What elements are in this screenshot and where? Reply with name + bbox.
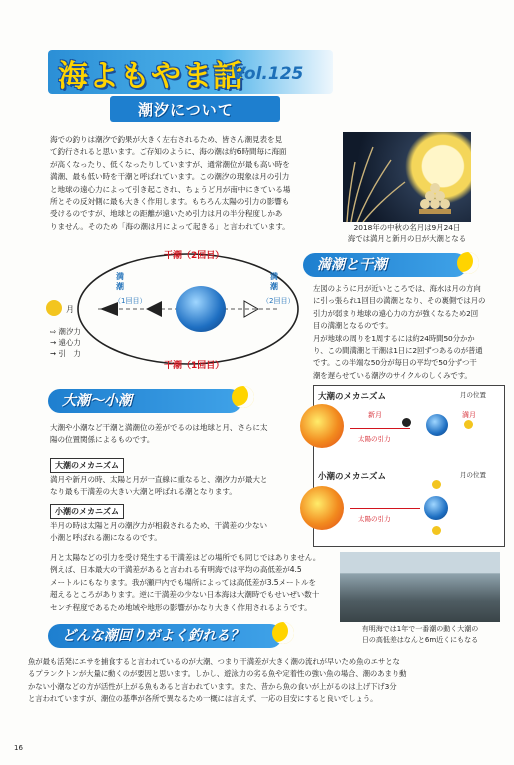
pull-arrow-icon xyxy=(146,301,162,317)
section-heading-fishing: どんな潮回りがよく釣れる？ xyxy=(48,624,282,648)
tides-line: 引力が弱まり地球の遠心力の方が強くなるため2回 xyxy=(313,308,478,318)
half-moon-top-icon xyxy=(432,480,441,489)
sun-pull-label: 太陽の引力 xyxy=(358,435,391,443)
intro-line: 満潮、最も低い時を干潮と呼ばれています。この潮汐の現象は月の引力 xyxy=(50,172,290,182)
page-title: 海よもやま話 xyxy=(58,59,244,94)
pampas-grass-icon xyxy=(343,132,471,222)
new-moon-icon xyxy=(402,418,411,427)
legend-tidal: ⇨ 潮汐力 xyxy=(50,327,81,336)
fishing-line: 魚が最も活発にエサを捕食すると言われているのが大潮、つまり干満差が大きく潮の流れが早いため魚のエサとな xyxy=(28,657,400,666)
full-moon-icon xyxy=(464,420,473,429)
tidal-range-line: メートルにもなります。我が瀬戸内でも場所によっては高低差が3.5メートルを xyxy=(50,577,316,587)
tidal-range-line: 超えるところがあります。逆に干満差の少ない日本海は大潮時でもせいぜい数十 xyxy=(50,590,320,600)
sun-pull-arrow xyxy=(350,508,420,509)
tide-diagram-figure xyxy=(48,244,300,374)
crescent-moon-icon xyxy=(457,252,479,274)
tides-line: 潮を遅らせている潮汐のサイクルのしくみです。 xyxy=(313,370,472,380)
spring-tide-line: 満月や新月の時、太陽と月が一直線に重なると、潮汐力が最大と xyxy=(50,475,268,484)
full-moon-photo xyxy=(343,132,471,222)
sun-pull-label: 太陽の引力 xyxy=(358,515,391,523)
moon-label: 月 xyxy=(66,305,74,314)
caption-line: 有明海では1年で一番潮の動く大潮の xyxy=(361,625,479,633)
legend-tidal-text: 潮汐力 xyxy=(58,327,81,336)
spring-neap-line: 陽の位置関係によるものです。 xyxy=(50,435,155,445)
intro-line: が高くなったり、低くなったりしていますが、通常潮位が最も高い時を xyxy=(50,159,290,169)
low-tide-bottom-label: 干潮（1回目） xyxy=(164,361,225,371)
tidal-range-line: 月と太陽などの引力を受け発生する干満差はどの場所でも同じではありません。 xyxy=(50,553,321,562)
fishing-line: と言われていますが、潮位の基準が各所で異なるため一概には言えず、一応の目安にすると良いでしょう。 xyxy=(28,694,378,704)
volume-number: Vol.125 xyxy=(232,64,304,84)
crescent-moon-icon xyxy=(272,622,294,644)
article-subtitle: 潮汐について xyxy=(138,101,234,119)
moon-position-label: 月の位置 xyxy=(460,391,486,399)
half-moon-bottom-icon xyxy=(432,526,441,535)
high-tide-right-count: （2回目） xyxy=(262,297,295,305)
section-heading-spring-neap: 大潮〜小潮 xyxy=(48,389,242,413)
diagram-legend xyxy=(50,326,81,359)
full-moon-label: 満月 xyxy=(462,411,476,419)
high-tide-left-text: 満潮 xyxy=(116,272,124,291)
tides-line: です。この半端な50分が毎日の平均で50分ずつ干 xyxy=(313,358,477,368)
high-tide-right-text: 満潮 xyxy=(270,272,278,291)
earth-icon xyxy=(176,286,226,332)
crescent-moon-icon xyxy=(232,386,254,408)
fishing-line: るプランクトンが大量に動くのが要因と思います。しかし、遊泳力の劣る魚や定着性の強い魚の場合、潮のあまり動 xyxy=(28,669,407,679)
neap-mech-title: 小潮のメカニズム xyxy=(318,472,387,482)
intro-line: りません。そのため「海の潮は月によって起きる」と言われています。 xyxy=(50,221,290,231)
sun-icon xyxy=(300,404,344,448)
caption-line: 日の高低差はなんと6m近くにもなる xyxy=(361,636,479,644)
page-number: 16 xyxy=(14,744,23,752)
legend-centrifugal-text: 遠心力 xyxy=(58,338,81,347)
fishing-paragraph xyxy=(28,656,500,706)
mechanism-diagrams xyxy=(313,385,505,547)
tides-line: 目の満潮となるのです。 xyxy=(313,321,393,331)
tidal-range-paragraph xyxy=(50,552,335,614)
tidal-flat-photo xyxy=(340,552,500,622)
tidal-flat-caption xyxy=(338,624,502,646)
new-moon-label: 新月 xyxy=(368,411,382,419)
intro-line: 海での釣りは潮汐で釣果が大きく左右されるため、皆さん潮見表を見 xyxy=(50,135,282,144)
tides-line: り、この間満潮と干潮は1日に2回ずつあるのが普通 xyxy=(313,346,483,356)
tide-diagram xyxy=(48,244,300,374)
tidal-range-line: センチ程度であるため地域や地形の影響がかなり大きく作用されるようです。 xyxy=(50,602,312,612)
earth-icon xyxy=(426,414,448,436)
spring-tide-label: 大潮のメカニズム xyxy=(50,458,124,473)
spring-neap-paragraph xyxy=(50,422,312,447)
high-tide-right-label xyxy=(270,272,282,292)
high-tide-left-label xyxy=(116,272,128,292)
caption-line: 海では満月と新月の日が大潮となる xyxy=(347,234,467,243)
moon-icon xyxy=(46,300,62,316)
intro-line: 受けるのですが、地球との距離が遠いため引力は月の半分程度しかあ xyxy=(50,209,283,219)
neap-tide-line: 小潮と呼ばれる潮になるのです。 xyxy=(50,533,162,543)
spring-mech-title: 大潮のメカニズム xyxy=(318,392,387,402)
low-tide-top-label: 干潮（2回目） xyxy=(164,251,225,261)
intro-line: 所とその反対側に最も大きく作用します。もちろん太陽の引力の影響も xyxy=(50,197,290,207)
caption-line: 2018年の中秋の名月は9月24日 xyxy=(353,223,461,232)
neap-tide-paragraph xyxy=(50,520,312,545)
tides-line: 左図のように月が近いところでは、海水は月の方向 xyxy=(313,284,481,293)
photo-caption xyxy=(340,222,474,244)
tides-line: に引っ張られ1回目の満潮となり、その裏側では月の xyxy=(313,296,486,306)
tidal-range-line: 例えば、日本最大の干満差があると言われる有明海では平均の高低差が4.5 xyxy=(50,565,302,575)
spring-tide-paragraph xyxy=(50,474,312,499)
sun-pull-arrow xyxy=(350,428,410,429)
intro-line: と地球の遠心力によって引き起こされ、ちょうど月が南中にきている場 xyxy=(50,184,291,194)
tides-line: 月が地球の周りを1周するには約24時間50分かか xyxy=(313,333,475,343)
intro-paragraph xyxy=(50,134,340,233)
spring-tide-line: なり最も干満差の大きい大潮と呼ばれる潮となります。 xyxy=(50,487,237,497)
legend-gravity-text: 引 力 xyxy=(58,349,81,358)
high-tide-left-count: （1回目） xyxy=(114,297,147,305)
earth-icon xyxy=(424,496,448,520)
tides-paragraph xyxy=(313,283,503,382)
neap-tide-line: 半月の時は太陽と月の潮汐力が相殺されるため、干満差の少ない xyxy=(50,521,268,530)
intro-line: て釣行されると思います。ご存知のように、海の潮は約6時間毎に海面 xyxy=(50,147,287,157)
moon-position-label: 月の位置 xyxy=(460,471,486,479)
legend-centrifugal: → 遠心力 xyxy=(50,338,81,347)
section-heading-tides: 満潮と干潮 xyxy=(303,253,467,277)
legend-gravity: ➞ 引 力 xyxy=(50,349,81,358)
neap-tide-label: 小潮のメカニズム xyxy=(50,504,124,519)
spring-neap-line: 大潮や小潮など干潮と満潮位の差がでるのは地球と月、さらに太 xyxy=(50,423,268,432)
fishing-line: かない小潮などの方が活性が上がる魚もあると言われています。また、昔から魚の食いが上がるのは上げ下げ3分 xyxy=(28,681,397,691)
sun-icon xyxy=(300,486,344,530)
